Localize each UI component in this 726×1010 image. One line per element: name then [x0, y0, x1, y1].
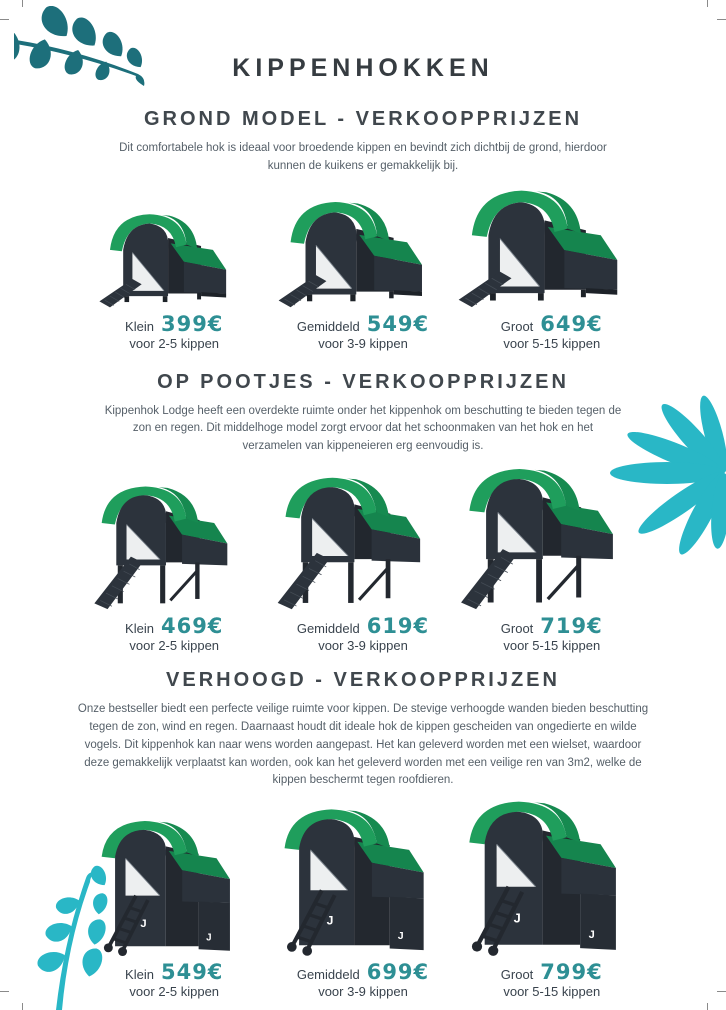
chicken-coop-ground-small-image — [98, 209, 250, 308]
chicken-coop-raised-small-image — [88, 818, 260, 956]
product-row — [80, 184, 646, 351]
price: 699€ — [366, 960, 430, 985]
product-grond-gemiddeld — [269, 196, 457, 351]
capacity: voor 2-5 kippen — [129, 638, 220, 654]
page-title: KIPPENHOKKEN — [232, 54, 494, 82]
price: 549€ — [160, 960, 224, 985]
capacity: voor 3-9 kippen — [318, 638, 408, 654]
crop-mark — [707, 1003, 708, 1010]
product-row — [80, 464, 646, 653]
capacity: voor 5-15 kippen — [503, 984, 601, 1000]
chicken-coop-legs-medium-image — [273, 473, 453, 610]
chicken-coop-raised-medium-image — [270, 806, 456, 956]
product-pootjes-groot — [458, 464, 646, 653]
price: 399€ — [160, 311, 224, 336]
product-row — [80, 798, 646, 999]
section-op-pootjes — [0, 371, 726, 653]
size-label: Groot — [500, 967, 534, 983]
capacity: voor 3-9 kippen — [318, 335, 408, 351]
product-grond-klein — [80, 209, 268, 351]
section-grond-model — [0, 108, 726, 351]
capacity: voor 3-9 kippen — [318, 984, 408, 1000]
price: 549€ — [366, 311, 430, 336]
section-description: Dit comfortabele hok is ideaal voor broedende kippen en bevindt zich dichtbij de grond, hierdoor kunnen de kuikens er gemakkelijk bij. — [119, 142, 607, 172]
capacity: voor 5-15 kippen — [503, 335, 601, 351]
size-label: Gemiddeld — [296, 318, 360, 334]
section-heading: OP POOTJES - VERKOOPPRIJZEN — [157, 370, 569, 393]
product-verhoogd-groot — [458, 798, 646, 999]
chicken-coop-legs-large-image — [456, 464, 648, 610]
product-pootjes-gemiddeld — [269, 473, 457, 653]
size-label: Gemiddeld — [296, 967, 360, 983]
product-grond-groot — [458, 184, 646, 351]
crop-mark — [717, 19, 726, 20]
price: 469€ — [160, 614, 224, 639]
price: 719€ — [540, 614, 603, 639]
size-label: Klein — [125, 967, 154, 983]
size-label: Gemiddeld — [296, 621, 360, 637]
chicken-coop-ground-large-image — [457, 184, 647, 308]
capacity: voor 2-5 kippen — [129, 984, 220, 1000]
crop-mark — [707, 0, 708, 7]
price: 649€ — [540, 311, 603, 336]
chicken-coop-raised-large-image — [454, 798, 650, 956]
price: 619€ — [366, 614, 430, 639]
product-verhoogd-gemiddeld — [269, 806, 457, 999]
crop-mark — [22, 0, 23, 7]
size-label: Groot — [500, 318, 534, 334]
crop-mark — [717, 991, 726, 992]
capacity: voor 2-5 kippen — [129, 335, 220, 351]
section-description: Kippenhok Lodge heeft een overdekte ruimte onder het kippenhok om beschutting te bieden tegen de zon en regen. Dit middelhoge model zorgt ervoor dat het schoonmaken van het hok en het verzamelen van kippeneieren erg eenvoudig is. — [104, 404, 622, 453]
crop-mark — [22, 1003, 23, 1010]
crop-mark — [0, 19, 9, 20]
price: 799€ — [540, 960, 603, 985]
chicken-coop-ground-medium-image — [277, 196, 449, 308]
product-verhoogd-klein — [80, 818, 268, 999]
size-label: Klein — [125, 318, 154, 334]
size-label: Groot — [500, 621, 534, 637]
size-label: Klein — [125, 621, 154, 637]
crop-mark — [0, 991, 9, 992]
section-heading: GROND MODEL - VERKOOPPRIJZEN — [143, 108, 583, 130]
section-description: Onze bestseller biedt een perfecte veilige ruimte voor kippen. De stevige verhoogde wanden bieden beschutting tegen de zon, wind en regen. Daarnaast houdt dit ideale hok de kippen gescheiden van ongedierte en wilde vogels. Dit kippenhok kan naar wens worden aangepast. Het kan geleverd worden met een wielset, waardoor deze gemakkelijk verplaatst kan worden, ook kan het geleverd worden met een veilige ren van 3m2, welke de kippen beschermt tegen roofdieren. — [77, 703, 649, 787]
section-verhoogd — [0, 669, 726, 999]
product-pootjes-klein — [80, 482, 268, 653]
section-heading: VERHOOGD - VERKOOPPRIJZEN — [166, 669, 560, 692]
chicken-coop-legs-small-image — [90, 482, 258, 610]
capacity: voor 5-15 kippen — [503, 638, 601, 654]
